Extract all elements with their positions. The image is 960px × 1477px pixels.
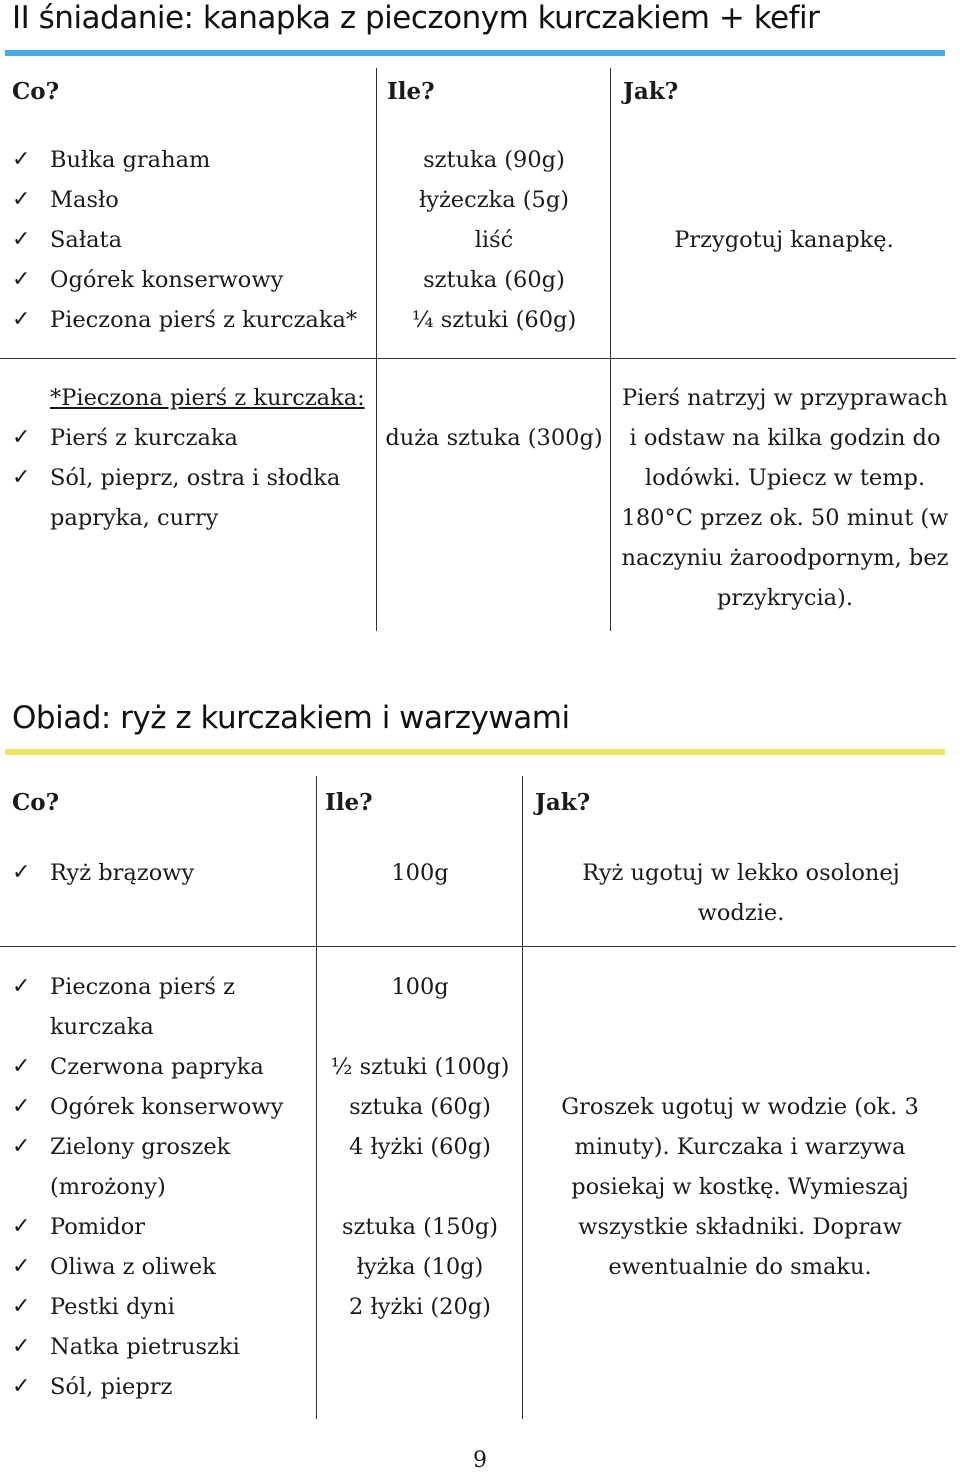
breakfast-row-separator [0,358,956,359]
lunch-method-2: Groszek ugotuj w wodzie (ok. 3 minuty). Kurczaka i warzywa posiekaj w kostkę. Wymieszaj wszystkie składniki. Dopraw ewentualnie do smaku. [561,1094,919,1280]
list-item [12,967,302,1047]
list-item [12,1207,302,1247]
lunch-ingredient-list-2 [12,967,302,1407]
check-icon: ✓ [12,307,31,332]
ingredient-label: Sól, pieprz [50,1374,173,1400]
list-item [12,140,372,180]
ingredient-label: Pomidor [50,1214,146,1240]
lunch-divider-2 [522,776,523,946]
breakfast-header-how: Jak? [623,78,679,105]
breakfast-title: II śniadanie: kanapka z pieczonym kurczakiem + kefir [12,0,820,36]
check-icon: ✓ [12,1374,31,1399]
check-icon: ✓ [12,860,31,885]
check-icon: ✓ [12,147,31,172]
ingredient-label: Ryż brązowy [50,860,195,886]
page-number: 9 [473,1448,487,1473]
list-item [12,180,372,220]
ingredient-label: Sól, pieprz, ostra i słodka papryka, curry [50,465,341,531]
list-item [12,1327,302,1367]
quantity-value: ¼ sztuki (60g) [411,307,577,333]
quantity-value [318,1007,522,1047]
ingredient-label: Pieczona pierś z kurczaka* [50,307,358,333]
breakfast-method-2: Pierś natrzyj w przyprawach i odstaw na kilka godzin do lodówki. Upiecz w temp. 180°C przez ok. 50 minut (w naczyniu żaroodpornym, bez przykrycia). [621,385,949,611]
lunch-method-1: Ryż ugotuj w lekko osolonej wodzie. [582,860,900,926]
lunch-title: Obiad: ryż z kurczakiem i warzywami [12,700,570,736]
lunch-row-separator [0,946,956,947]
check-icon: ✓ [12,974,31,999]
list-item [12,458,352,538]
list-item [12,1367,302,1407]
lunch-header-qty: Ile? [325,789,373,816]
list-item [12,1127,302,1207]
quantity-value: sztuka (150g) [341,1214,499,1240]
ingredient-label: Ogórek konserwowy [50,1094,284,1120]
breakfast-seasoning-list [12,418,352,538]
lunch-header-what: Co? [12,789,60,816]
quantity-value: sztuka (60g) [423,267,565,293]
list-item [12,260,372,300]
list-item [12,418,352,458]
breakfast-divider-4 [610,358,611,631]
quantity-value: łyżeczka (5g) [418,187,570,213]
check-icon: ✓ [12,1334,31,1359]
ingredient-label: Natka pietruszki [50,1334,240,1360]
list-item [12,1047,302,1087]
quantity-value: 4 łyżki (60g) [349,1134,491,1160]
list-item [12,1287,302,1327]
ingredient-label: Pestki dyni [50,1294,175,1320]
lunch-divider-4 [522,946,523,1419]
ingredient-label: Pierś z kurczaka [50,425,238,451]
quantity-value: 100g [391,974,449,1000]
quantity-value: liść [474,227,514,253]
check-icon: ✓ [12,1134,31,1159]
lunch-header-how: Jak? [535,789,591,816]
check-icon: ✓ [12,267,31,292]
quantity-value: 2 łyżki (20g) [349,1294,491,1320]
breakfast-quantity-2: duża sztuka (300g) [385,425,603,451]
check-icon: ✓ [12,465,31,490]
check-icon: ✓ [12,425,31,450]
breakfast-subtitle: *Pieczona pierś z kurczaka: [50,385,365,411]
breakfast-divider-3 [376,358,377,631]
check-icon: ✓ [12,1214,31,1239]
lunch-quantity-1: 100g [391,860,449,886]
list-item [12,1087,302,1127]
ingredient-label: Czerwona papryka [50,1054,264,1080]
breakfast-quantity-list [378,140,610,340]
ingredient-label: Oliwa z oliwek [50,1254,216,1280]
check-icon: ✓ [12,187,31,212]
lunch-divider-1 [316,776,317,946]
list-item [12,1247,302,1287]
breakfast-ingredient-list [12,140,372,340]
breakfast-header-qty: Ile? [387,78,435,105]
quantity-value: sztuka (90g) [423,147,565,173]
check-icon: ✓ [12,1094,31,1119]
lunch-ingredient-list-1 [12,853,312,893]
ingredient-label: Pieczona pierś z kurczaka [50,974,235,1040]
list-item [12,300,372,340]
lunch-title-underline [5,749,945,755]
list-item [12,853,312,893]
ingredient-label: Sałata [50,227,122,253]
quantity-value: sztuka (60g) [349,1094,491,1120]
check-icon: ✓ [12,1294,31,1319]
lunch-quantity-list [318,967,522,1327]
breakfast-title-underline [5,50,945,56]
list-item [12,220,372,260]
lunch-divider-3 [316,946,317,1419]
breakfast-method-1: Przygotuj kanapkę. [674,227,894,253]
ingredient-label: Bułka graham [50,147,211,173]
quantity-value [318,1167,522,1207]
quantity-value: łyżka (10g) [356,1254,484,1280]
ingredient-label: Zielony groszek (mrożony) [50,1134,231,1200]
ingredient-label: Ogórek konserwowy [50,267,284,293]
check-icon: ✓ [12,1054,31,1079]
ingredient-label: Masło [50,187,119,213]
check-icon: ✓ [12,1254,31,1279]
breakfast-divider-1 [376,68,377,358]
breakfast-header-what: Co? [12,78,60,105]
quantity-value: ½ sztuki (100g) [330,1054,510,1080]
check-icon: ✓ [12,227,31,252]
breakfast-divider-2 [610,68,611,358]
